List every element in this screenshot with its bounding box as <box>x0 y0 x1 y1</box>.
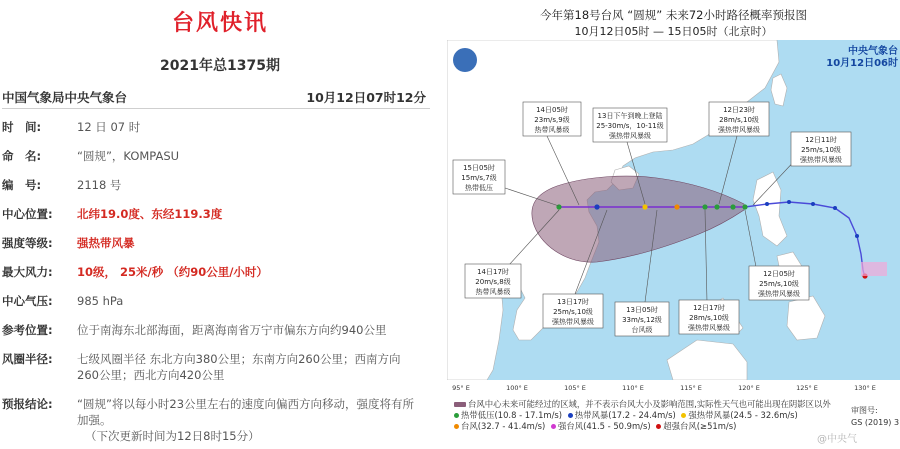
track-point <box>642 204 647 209</box>
map-title: 今年第18号台风 “圆规” 未来72小时路径概率预报图 <box>540 8 807 22</box>
row-key: 命 名: <box>2 149 42 163</box>
origin-marker <box>861 262 887 276</box>
legend-row <box>451 421 847 432</box>
callout-time: 12日11时 <box>805 136 837 144</box>
cone-swatch-icon <box>454 402 466 407</box>
lon-label: 95° E <box>452 384 470 392</box>
callout-14d05 <box>523 102 581 136</box>
callout-12d05 <box>749 266 809 300</box>
callout-level: 热带风暴级 <box>534 126 570 134</box>
row-key: 时 间: <box>2 120 42 134</box>
callout-speed: 25m/s,10级 <box>553 308 593 316</box>
row-value: 985 hPa <box>77 294 124 308</box>
lon-label: 115° E <box>680 384 702 392</box>
forecast-map <box>447 40 900 396</box>
callout-time: 12日17时 <box>693 304 725 312</box>
row-value: 七级风圈半径 东北方向380公里；东南方向260公里；西南方向260公里；西北方向420公里 <box>77 352 401 382</box>
callout-12d17 <box>679 300 739 334</box>
bulletin-issuer: 中国气象局中央气象台 <box>2 90 128 105</box>
agency-time: 10月12日06时 <box>826 58 898 69</box>
callout-speed: 28m/s,10级 <box>689 314 729 322</box>
track-point <box>742 204 747 209</box>
callout-12d11 <box>791 132 851 166</box>
row-key: 预报结论: <box>2 397 53 411</box>
row-value: 强热带风暴 <box>77 236 135 250</box>
lon-label: 130° E <box>854 384 876 392</box>
callout-level: 强热带风暴级 <box>800 156 842 164</box>
callout-time: 13日下午到晚上登陆 <box>597 112 663 120</box>
bulletin-title: 台风快讯 <box>171 11 268 36</box>
track-point <box>702 204 707 209</box>
callout-speed: 25m/s,10级 <box>801 146 841 154</box>
row-key: 强度等级: <box>2 236 53 250</box>
lon-label: 120° E <box>738 384 760 392</box>
bulletin-issue-time: 10月12日07时12分 <box>306 90 426 105</box>
lon-label: 110° E <box>622 384 644 392</box>
lon-label: 100° E <box>506 384 528 392</box>
callout-level: 热带风暴级 <box>475 288 511 296</box>
callout-13d17 <box>543 294 603 328</box>
typhoon-bulletin <box>0 0 440 449</box>
legend-label: 强热带风暴(24.5 - 32.6m/s) <box>688 410 798 420</box>
dot-icon <box>681 413 686 418</box>
row-value: 10级， 25米/秒 （约90公里/小时） <box>77 265 268 279</box>
row-value: “圆规”，KOMPASU <box>77 149 180 163</box>
dot-icon <box>656 424 661 429</box>
map-subtitle: 10月12日05时 — 15日05时（北京时） <box>574 25 773 38</box>
agency-stamp <box>826 46 898 70</box>
bulletin-number: 2021年总1375期 <box>160 58 280 74</box>
ref-label: 审图号: <box>851 406 878 415</box>
dot-icon <box>551 424 556 429</box>
legend-label: 台风(32.7 - 41.4m/s) <box>461 421 546 431</box>
callout-13d-landfall <box>593 108 667 142</box>
row-value: 北纬19.0度、东经119.3度 <box>77 207 223 221</box>
agency-name: 中央气象台 <box>848 46 898 57</box>
callout-time: 12日05时 <box>763 270 795 278</box>
callout-time: 12日23时 <box>723 106 755 114</box>
weibo-watermark: @中央气 <box>817 434 857 445</box>
row-key: 中心位置: <box>2 207 53 221</box>
row-key: 参考位置: <box>2 323 53 337</box>
callout-12d23 <box>709 102 769 136</box>
row-value: 12 日 07 时 <box>77 120 141 134</box>
callout-time: 13日05时 <box>626 306 658 314</box>
callout-time: 14日05时 <box>536 106 568 114</box>
legend-cone-text: 台风中心未来可能经过的区域，并不表示台风大小及影响范围,实际性天气也可能出现在阴影区以外 <box>468 399 831 409</box>
legend-label: 热带风暴(17.2 - 24.4m/s) <box>574 410 676 420</box>
dot-icon <box>568 413 573 418</box>
legend-cone-note <box>451 399 847 410</box>
callout-time: 15日05时 <box>463 164 495 172</box>
forecast-map-panel <box>447 0 900 449</box>
callout-speed: 28m/s,10级 <box>719 116 759 124</box>
lon-label: 105° E <box>564 384 586 392</box>
track-point <box>714 204 719 209</box>
row-value: 位于南海东北部海面，距离海南省万宁市偏东方向约940公里 <box>77 323 387 337</box>
map-legend <box>451 399 847 432</box>
callout-level: 强热带风暴级 <box>609 132 651 140</box>
callout-speed: 25-30m/s，10-11级 <box>596 122 664 130</box>
dot-icon <box>454 424 459 429</box>
callout-speed: 25m/s,10级 <box>759 280 799 288</box>
legend-label: 超强台风(≥51m/s) <box>663 421 737 431</box>
row-value <box>77 396 417 444</box>
row-key: 风圈半径: <box>2 352 53 366</box>
dot-icon <box>454 413 459 418</box>
row-key: 编 号: <box>2 178 42 192</box>
divider <box>2 108 430 109</box>
track-point <box>811 202 815 206</box>
row-key: 最大风力: <box>2 265 53 279</box>
callout-speed: 20m/s,8级 <box>475 278 511 286</box>
track-point <box>674 204 679 209</box>
callout-speed: 15m/s,7级 <box>461 174 497 182</box>
track-point <box>594 204 599 209</box>
callout-level: 强热带风暴级 <box>718 126 760 134</box>
cma-logo-icon <box>453 48 477 72</box>
lon-label: 125° E <box>796 384 818 392</box>
track-point <box>833 206 837 210</box>
track-point <box>730 204 735 209</box>
legend-label: 热带低压(10.8 - 17.1m/s) <box>461 410 563 420</box>
callout-level: 强热带风暴级 <box>758 290 800 298</box>
next-update-note: （下次更新时间为12日8时15分） <box>85 429 260 443</box>
track-point <box>855 234 859 238</box>
forecast-text: “圆规”将以每小时23公里左右的速度向偏西方向移动，强度将有所加强。 <box>77 397 415 427</box>
row-key: 中心气压: <box>2 294 53 308</box>
legend-row <box>451 410 847 421</box>
callout-speed: 23m/s,9级 <box>534 116 570 124</box>
callout-time: 14日17时 <box>477 268 509 276</box>
ref-code: GS (2019) 3 <box>851 418 900 427</box>
callout-13d05 <box>615 302 669 336</box>
map-reference-number <box>851 405 899 429</box>
callout-level: 热带低压 <box>465 184 493 192</box>
callout-level: 台风级 <box>631 326 653 334</box>
callout-14d17 <box>465 264 521 298</box>
row-value: 2118 号 <box>77 178 122 192</box>
callout-speed: 33m/s,12级 <box>622 316 662 324</box>
track-point <box>787 200 791 204</box>
callout-level: 强热带风暴级 <box>688 324 730 332</box>
legend-label: 强台风(41.5 - 50.9m/s) <box>557 421 651 431</box>
callout-time: 13日17时 <box>557 298 589 306</box>
callout-15d05 <box>453 160 505 194</box>
callout-level: 强热带风暴级 <box>552 318 594 326</box>
track-point <box>765 202 769 206</box>
